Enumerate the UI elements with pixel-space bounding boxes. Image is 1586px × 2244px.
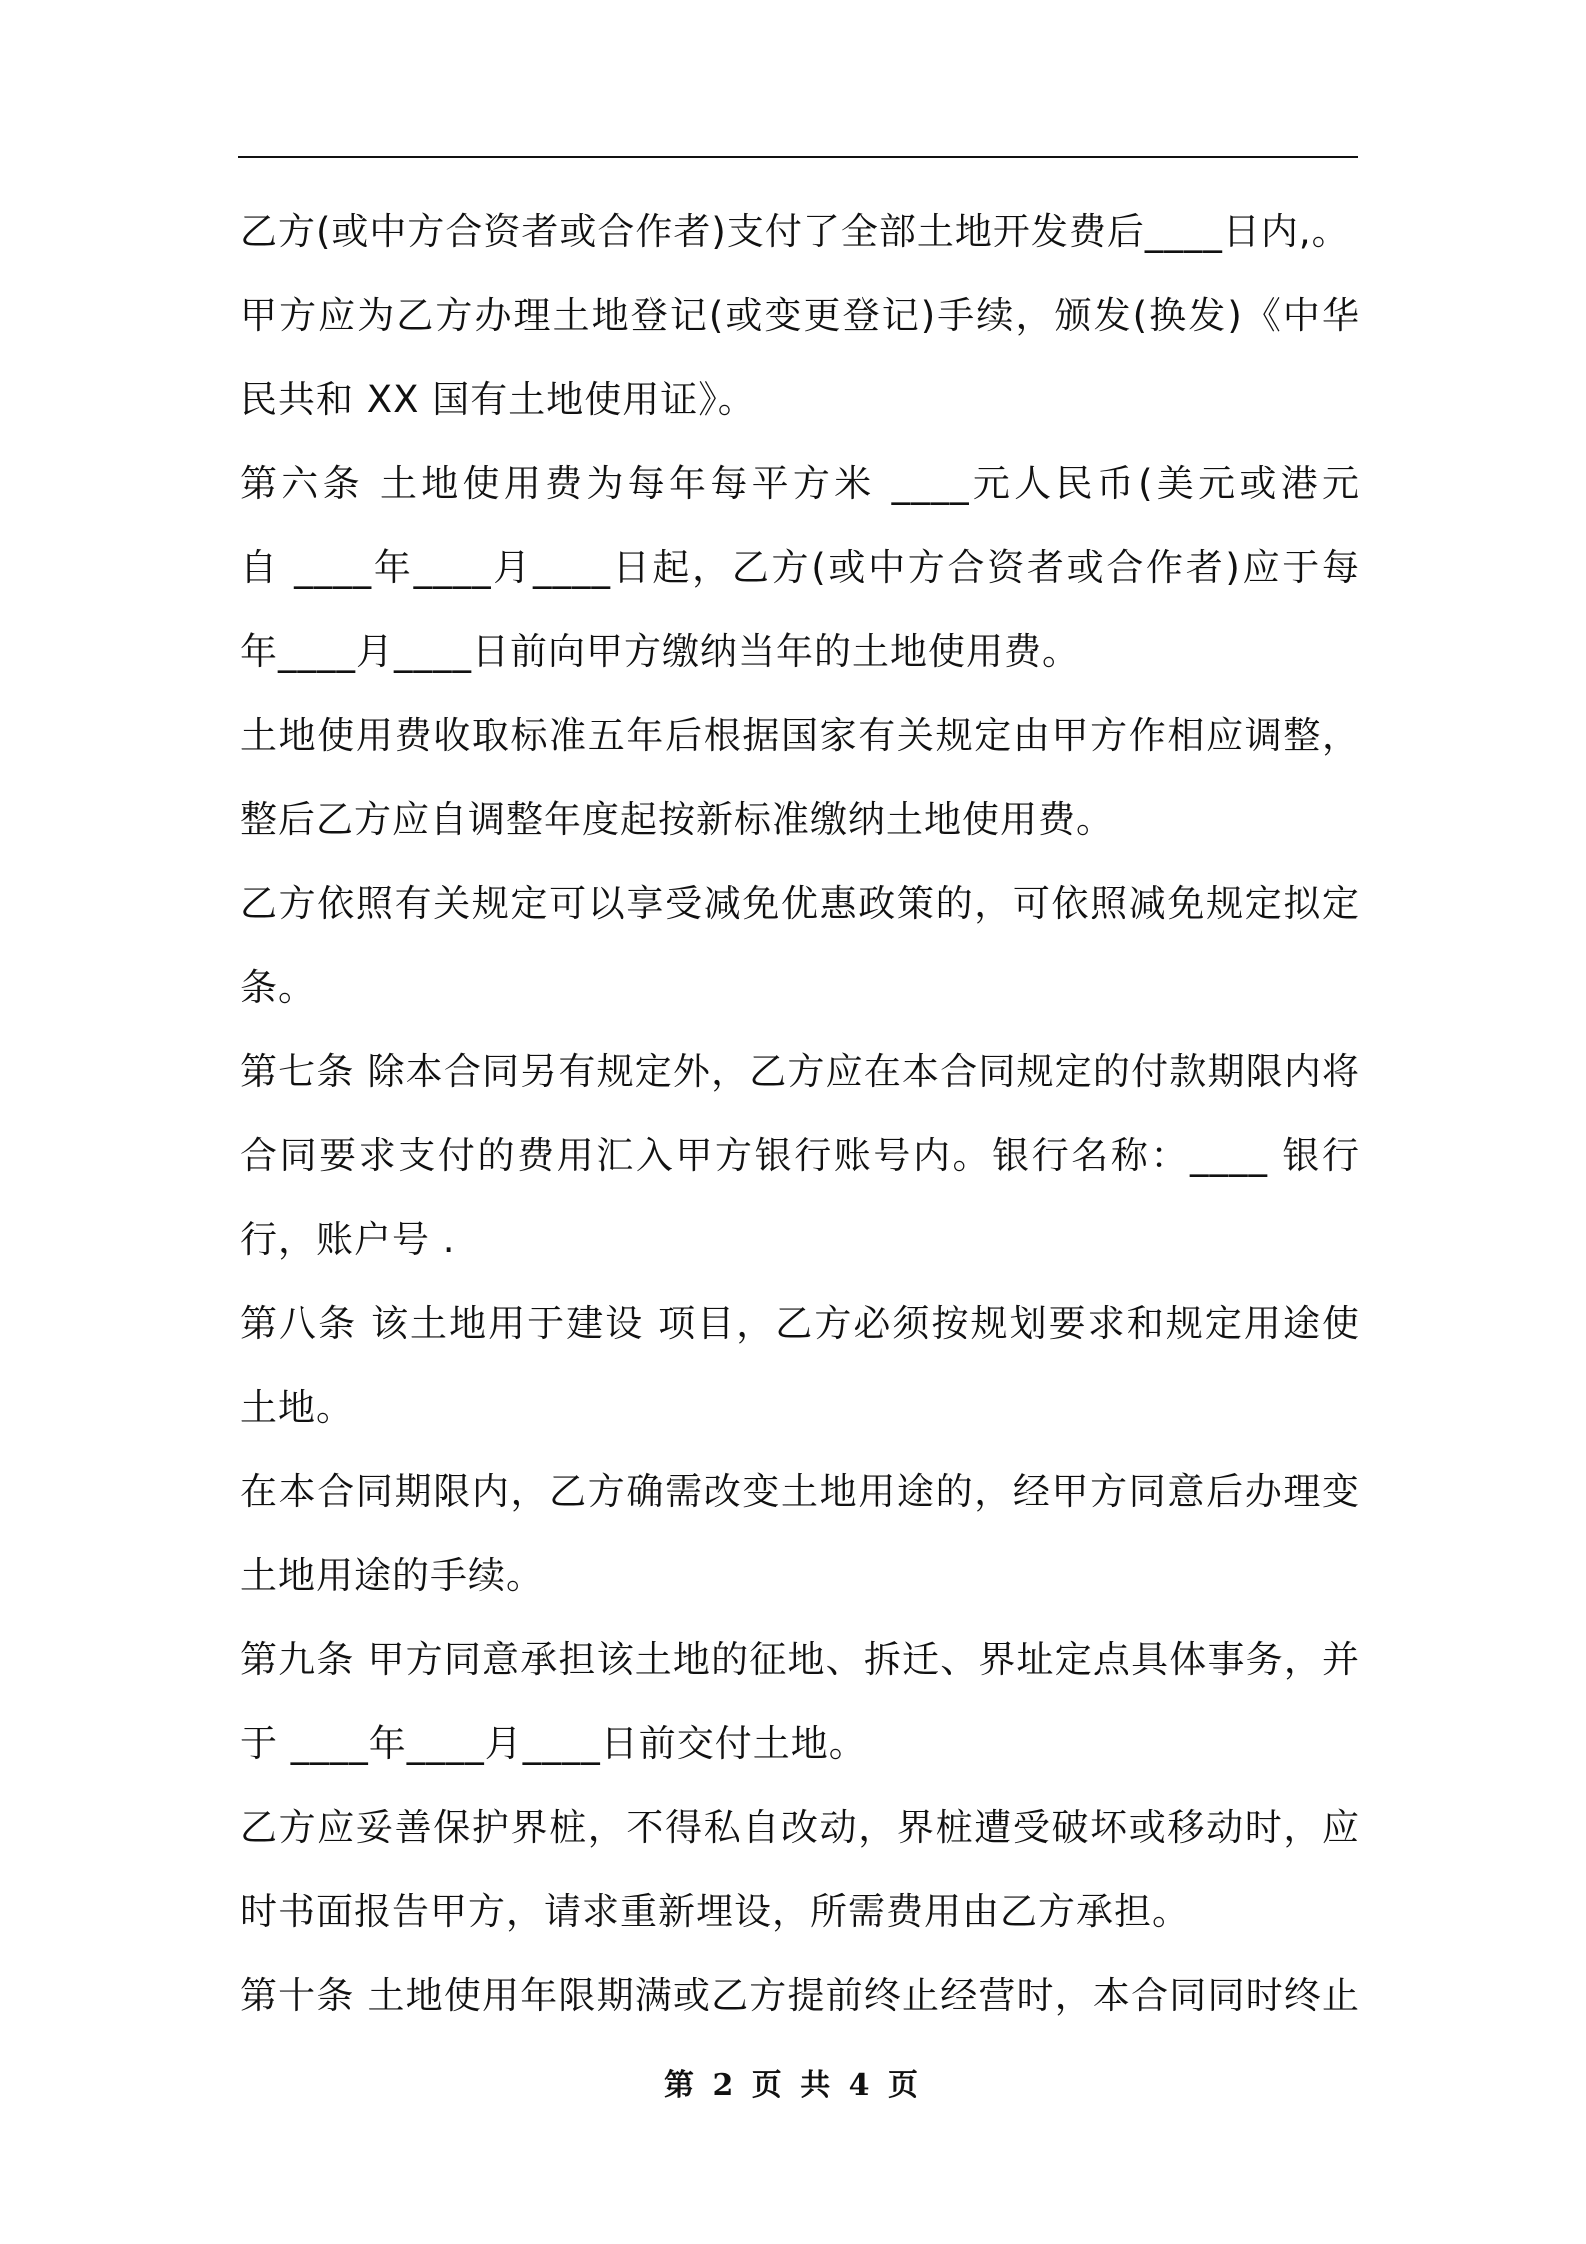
text-line: 条。	[240, 966, 316, 1009]
text-line: 土地用途的手续。	[240, 1554, 544, 1597]
text-line: 民共和 XX 国有土地使用证》。	[240, 378, 756, 421]
text-line: 第七条 除本合同另有规定外，乙方应在本合同规定的付款期限内将	[240, 1050, 1360, 1093]
text-line: 在本合同期限内，乙方确需改变土地用途的，经甲方同意后办理变	[240, 1470, 1360, 1513]
text-line: 第八条 该土地用于建设 项目，乙方必须按规划要求和规定用途使	[240, 1302, 1360, 1345]
text-line: 合同要求支付的费用汇入甲方银行账号内。银行名称：____ 银行	[240, 1134, 1360, 1177]
text-line: 土地使用费收取标准五年后根据国家有关规定由甲方作相应调整，	[240, 714, 1360, 757]
text-line: 第六条 土地使用费为每年每平方米 ____元人民币(美元或港元	[240, 462, 1360, 505]
page-number: 第 2 页 共 4 页	[664, 2068, 922, 2103]
text-line: 年____月____日前向甲方缴纳当年的土地使用费。	[240, 630, 1080, 673]
text-line: 行，账户号 .	[240, 1218, 456, 1261]
text-line: 甲方应为乙方办理土地登记(或变更登记)手续，颁发(换发)《中华	[240, 294, 1360, 337]
text-line: 时书面报告甲方，请求重新埋设，所需费用由乙方承担。	[240, 1890, 1190, 1933]
text-line: 土地。	[240, 1386, 354, 1429]
text-line: 第九条 甲方同意承担该土地的征地、拆迁、界址定点具体事务，并	[240, 1638, 1360, 1681]
text-line: 第十条 土地使用年限期满或乙方提前终止经营时，本合同同时终止	[240, 1974, 1360, 2017]
text-line: 整后乙方应自调整年度起按新标准缴纳土地使用费。	[240, 798, 1114, 841]
text-line: 乙方应妥善保护界桩，不得私自改动，界桩遭受破坏或移动时，应	[240, 1806, 1360, 1849]
header-divider	[238, 156, 1358, 158]
text-line: 于 ____年____月____日前交付土地。	[240, 1722, 867, 1765]
text-line: 自 ____年____月____日起，乙方(或中方合资者或合作者)应于每	[240, 546, 1360, 589]
contract-body	[240, 190, 1360, 2038]
text-line: 乙方(或中方合资者或合作者)支付了全部土地开发费后____日内,。	[240, 210, 1350, 253]
text-line: 乙方依照有关规定可以享受减免优惠政策的，可依照减免规定拟定	[240, 882, 1360, 925]
